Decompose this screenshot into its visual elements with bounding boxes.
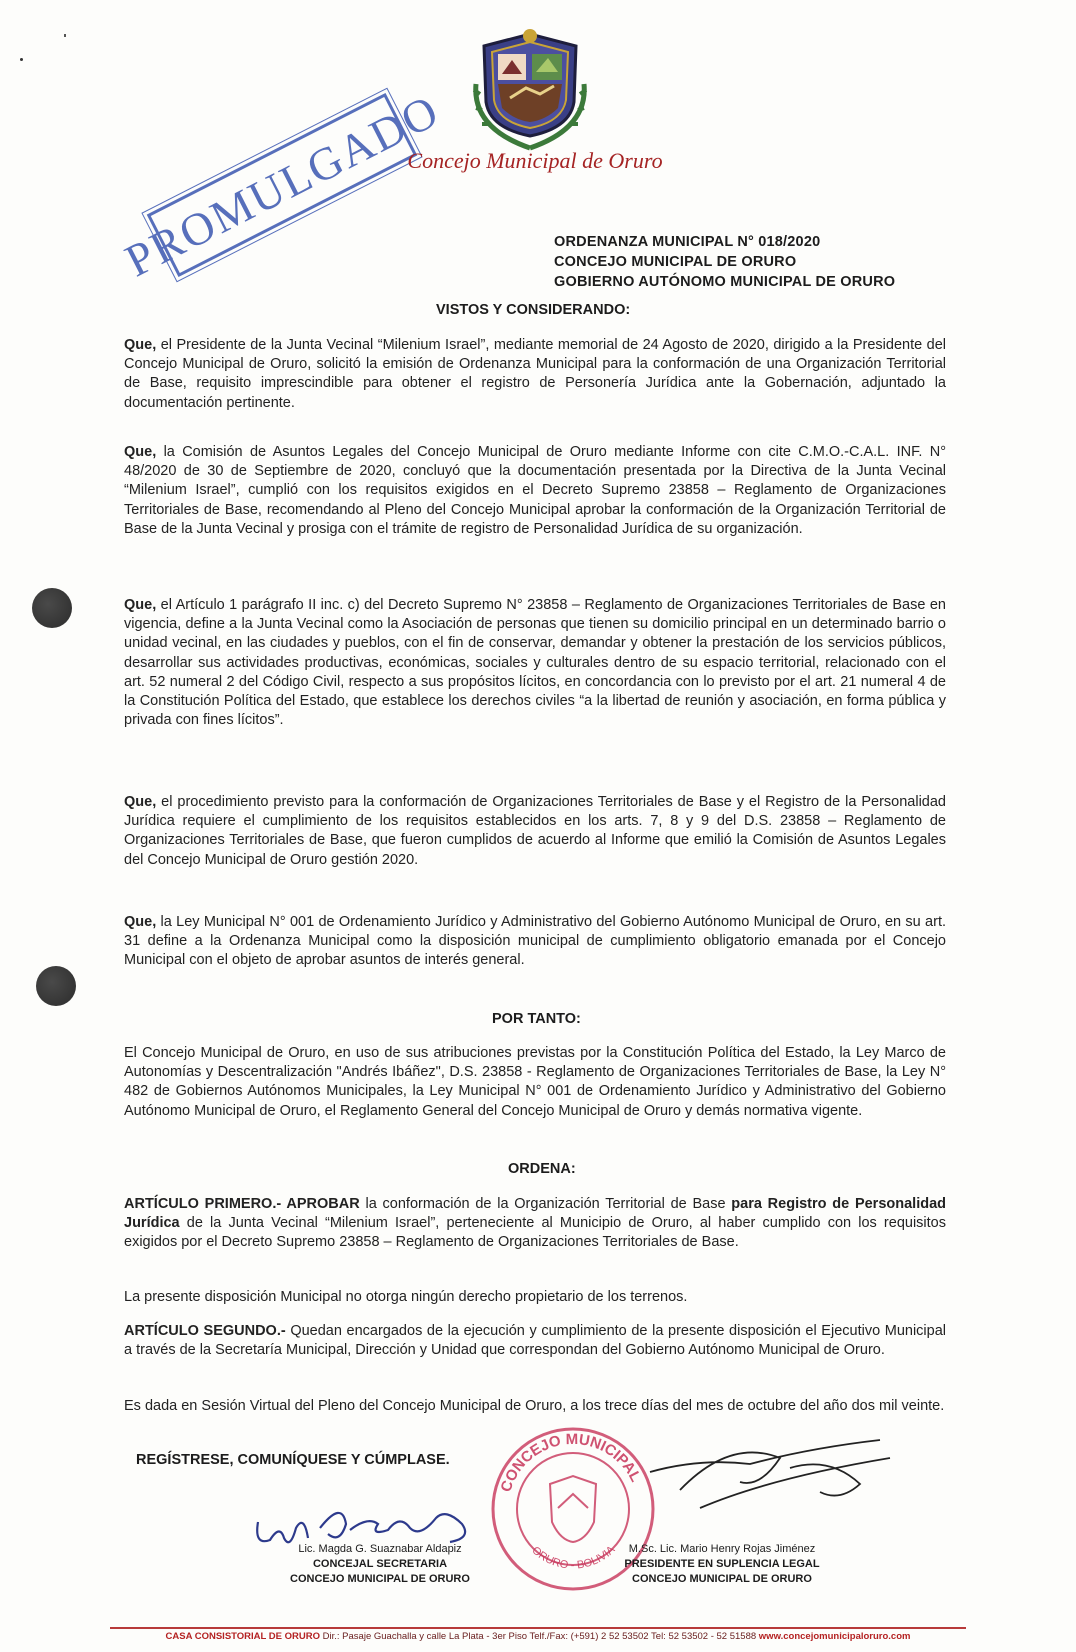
section-title-por-tanto: POR TANTO: — [492, 1011, 581, 1027]
oruro-coat-of-arms-icon — [470, 24, 590, 152]
articulo-primero-lead: ARTÍCULO PRIMERO.- APROBAR — [124, 1196, 360, 1212]
articulo-segundo-text: Quedan encargados de la ejecución y cumplimiento de la presente disposición el Ejecutivo Municipal a través de la Secretaría Municipal, Dirección y Unidad que correspondan del Gobierno Autónomo Municipal de Oruro. — [124, 1323, 947, 1359]
considerando-text: el Presidente de la Junta Vecinal “Milenium Israel”, mediante memorial de 24 Agosto de 2020, dirigido a la Presidente del Concejo Municipal de Oruro, solicitó la emisión de Ordenanza Municipal para la conformación de una Organización Territorial de Base, requisito imprescindible para obtener el registro de Personería Jurídica ante la Gobernación, adjuntado la documentación pertinente. — [124, 337, 946, 411]
articulo-primero-text: la conformación de la Organización Territorial de Base — [359, 1196, 732, 1212]
footer-org: CASA CONSISTORIAL DE ORURO — [165, 1631, 321, 1642]
seal-top-textpath: CONCEJO MUNICIPAL — [497, 1430, 645, 1495]
footer-website-link[interactable]: www.concejomunicipaloruro.com — [758, 1631, 911, 1642]
articulo-primero — [124, 1195, 946, 1253]
promulgado-stamp-text: PROMULGADO — [116, 84, 448, 286]
signatory-institution: CONCEJO MUNICIPAL DE ORURO — [290, 1573, 470, 1585]
considerando-2 — [124, 443, 946, 539]
ordinance-number: ORDENANZA MUNICIPAL N° 018/2020 — [554, 234, 821, 250]
signatory-name: Lic. Magda G. Suaznabar Aldapiz — [298, 1543, 462, 1555]
government-line: GOBIERNO AUTÓNOMO MUNICIPAL DE ORURO — [554, 274, 896, 290]
considerando-5 — [124, 913, 946, 971]
signatory-name: M.Sc. Lic. Mario Henry Rojas Jiménez — [628, 1543, 816, 1555]
punch-hole-upper — [32, 588, 72, 628]
president-signature — [640, 1418, 940, 1518]
articulo-segundo — [124, 1322, 946, 1360]
ordinance-header — [554, 232, 895, 292]
considerando-lead: Que, — [124, 794, 157, 810]
considerando-lead: Que, — [124, 337, 157, 353]
signatory-role: CONCEJAL SECRETARIA — [312, 1558, 448, 1570]
property-note: La presente disposición Municipal no otorga ningún derecho propietario de los terrenos. — [124, 1289, 688, 1305]
speck — [20, 58, 23, 61]
considerando-lead: Que, — [124, 444, 157, 460]
considerando-4 — [124, 793, 946, 870]
signatory-institution: CONCEJO MUNICIPAL DE ORURO — [632, 1573, 812, 1585]
seal-top-text — [498, 1431, 645, 1494]
footer — [110, 1631, 966, 1642]
council-line: CONCEJO MUNICIPAL DE ORURO — [554, 254, 797, 270]
considerando-text: la Comisión de Asuntos Legales del Concejo Municipal de Oruro mediante Informe con cite C.M.O.-C.A.L. INF. N° 48/2020 de 30 de Septiembre de 2020, concluyó que la documentación presentada por la Directiva de la Junta Vecinal “Milenium Israel”, cumplió con los requisitos exigidos en el Decreto Supremo 23858 – Reglamento de Organizaciones Territoriales de Base, recomendando al Pleno del Concejo Municipal aprobar la conformación de la Organización Territorial de Base de la Junta Vecinal y prosiga con el trámite de registro de Personalidad Jurídica de su organización. — [124, 444, 946, 537]
considerando-lead: Que, — [124, 597, 157, 613]
promulgado-stamp — [116, 84, 448, 286]
considerando-3 — [124, 596, 946, 730]
por-tanto-paragraph: El Concejo Municipal de Oruro, en uso de sus atribuciones previstas por la Constitución Política del Estado, la Ley Marco de Autonomías y Descentralización "Andrés Ibáñez", D.S. 23858 - Reglamento de Organizaciones Territoriales de Base, la Ley N° 482 de Gobiernos Autónomos Municipales, la Ley Municipal N° 001 de Ordenamiento Jurídico y Administrativo del Gobierno Autónomo Municipal de Oruro, el Reglamento General del Concejo Municipal de Oruro y demás normativa vigente. — [124, 1045, 946, 1119]
signatory-secretary — [270, 1542, 490, 1587]
signatory-president — [604, 1542, 840, 1587]
articulo-segundo-lead: ARTÍCULO SEGUNDO.- — [124, 1323, 286, 1339]
articulo-primero-text-cont: de la Junta Vecinal “Milenium Israel”, perteneciente al Municipio de Oruro, al haber cumplido con los requisitos exigidos por el Decreto Supremo 23858 – Reglamento de Organizaciones Territoriales de Base. — [124, 1215, 946, 1251]
council-name-script: Concejo Municipal de Oruro — [407, 148, 663, 173]
session-statement: Es dada en Sesión Virtual del Pleno del Concejo Municipal de Oruro, a los trece días del mes de octubre del año dos mil veinte. — [124, 1398, 945, 1414]
punch-hole-lower — [36, 966, 76, 1006]
considerando-text: la Ley Municipal N° 001 de Ordenamiento Jurídico y Administrativo del Gobierno Autónomo Municipal de Oruro, en su art. 31 define a la Ordenanza Municipal como la disposición municipal de cumplimiento obligatorio emanada por el Concejo Municipal con el objeto de aprobar asuntos de interés general. — [124, 914, 946, 969]
considerando-lead: Que, — [124, 914, 157, 930]
speck — [64, 34, 66, 37]
signatory-role: PRESIDENTE EN SUPLENCIA LEGAL — [624, 1558, 820, 1570]
section-title-ordena: ORDENA: — [508, 1161, 576, 1177]
seal-bottom-textpath: ORURO - BOLIVIA — [529, 1543, 618, 1572]
articulo-primero-emphasis: para Registro de Personalidad Jurídica — [124, 1196, 946, 1232]
section-title-vistos: VISTOS Y CONSIDERANDO: — [436, 302, 631, 318]
footer-rule — [110, 1627, 966, 1629]
considerando-text: el procedimiento previsto para la conformación de Organizaciones Territoriales de Base y el Registro de la Personalidad Jurídica requiere el cumplimiento de los requisitos establecidos en los arts. 7, 8 y 9 del D.S. 23858 – Reglamento de Organizaciones Territoriales de Base, que fueron cumplidos de acuerdo al Informe que emilió la Comisión de Asuntos Legales del Concejo Municipal de Oruro gestión 2020. — [124, 794, 946, 868]
signoff-line: REGÍSTRESE, COMUNÍQUESE Y CÚMPLASE. — [136, 1452, 450, 1468]
footer-address: Dir.: Pasaje Guachalla y calle La Plata - 3er Piso Telf./Fax: (+591) 2 52 53502 Tel: 52 53502 - 52 51588 — [320, 1631, 759, 1642]
considerando-text: el Artículo 1 parágrafo II inc. c) del Decreto Supremo N° 23858 – Reglamento de Organizaciones Territoriales de Base en vigencia, define a la Junta Vecinal como la Asociación de personas que tienen su domicilio principal en un determinado barrio o unidad vecinal, en las ciudades y pueblos, con el fin de conservar, demandar y obtener la prestación de los servicios públicos, desarrollar sus actividades productivas, económicas, sociales y culturales dentro de su espacio territorial, relacionado con el art. 52 numeral 2 del Código Civil, respecto a sus propósitos lícitos, en concordancia con lo previsto por el art. 21 numeral 4 de la Constitución Política del Estado, que establece los derechos civiles “a la libertad de reunión y asociación, en forma pública y privada con fines lícitos”. — [124, 597, 946, 729]
considerando-1 — [124, 336, 946, 413]
